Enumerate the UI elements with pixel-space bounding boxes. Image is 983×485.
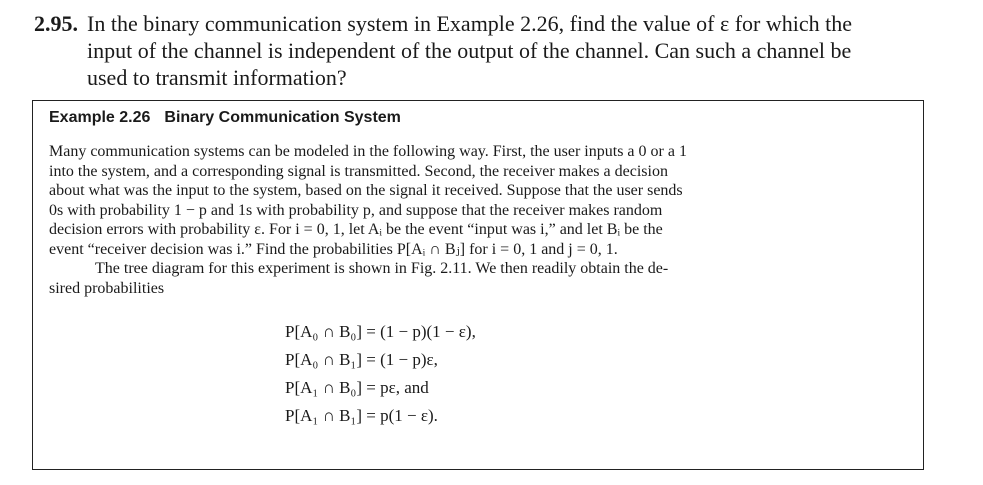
example-box <box>32 100 924 470</box>
problem-line: In the binary communication system in Example 2.26, find the value of ε for which the <box>87 11 852 36</box>
body-line: decision errors with probability ε. For i = 0, 1, let Aᵢ be the event “input was i,” and let Bᵢ be the <box>49 221 663 238</box>
equation: P[A₁ ∩ B₁] = p(1 − ε). <box>285 406 438 425</box>
problem-number: 2.95. <box>34 11 78 36</box>
body-line: 0s with probability 1 − p and 1s with probability p, and suppose that the receiver makes random <box>49 201 663 219</box>
body-line: Many communication systems can be modeled in the following way. First, the user inputs a 0 or a 1 <box>49 143 687 160</box>
example-header <box>49 109 401 127</box>
problem-statement <box>34 10 934 91</box>
body-line: The tree diagram for this experiment is shown in Fig. 2.11. We then readily obtain the de- <box>95 260 669 277</box>
example-body <box>49 142 769 298</box>
equation: P[A₀ ∩ B₁] = (1 − p)ε, <box>285 350 438 369</box>
body-line: sired probabilities <box>49 279 165 297</box>
body-line: event “receiver decision was i.” Find the probabilities P[Aᵢ ∩ Bⱼ] for i = 0, 1 and j = 0, 1. <box>49 240 618 258</box>
example-label: Example 2.26 <box>49 109 151 126</box>
equations <box>285 318 476 430</box>
body-line: into the system, and a corresponding signal is transmitted. Second, the receiver makes a decision <box>49 162 668 180</box>
equation: P[A₀ ∩ B₀] = (1 − p)(1 − ε), <box>285 322 476 341</box>
problem-line: used to transmit information? <box>87 65 347 90</box>
example-title: Binary Communication System <box>164 109 401 126</box>
problem-text <box>87 10 934 91</box>
body-line: about what was the input to the system, based on the signal it received. Suppose that the user sends <box>49 182 683 199</box>
equation: P[A₁ ∩ B₀] = pε, and <box>285 378 429 397</box>
problem-line: input of the channel is independent of the output of the channel. Can such a channel be <box>87 38 852 63</box>
